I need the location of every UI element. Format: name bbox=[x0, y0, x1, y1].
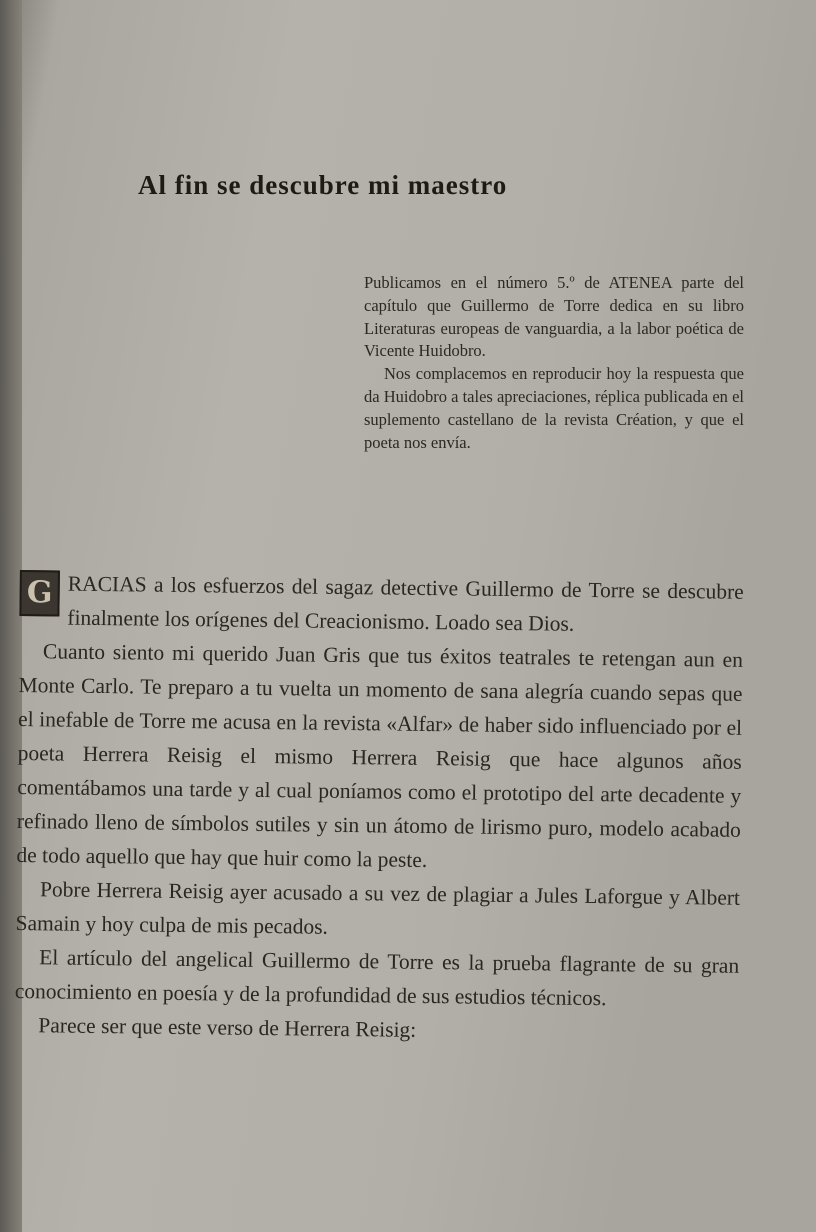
body-paragraph-2: Cuanto siento mi querido Juan Gris que tus éxitos teatrales te retengan aun en Monte Carlo. Te preparo a tu vuelta un momento de sana alegría cuando sepas que el inefable de Torre me acusa en la revista «Alfar» de haber sido influenciado por el poeta Herrera Reisig el mismo Herrera Reisig que hace algunos años comentábamos una tarde y al cual poníamos como el prototipo del arte decadente y refinado lleno de símbolos sutiles y sin un átomo de lirismo puro, modelo acabado de todo aquello que hay que huir como la peste. bbox=[16, 639, 744, 872]
editorial-note-paragraph-1: Publicamos en el número 5.º de ATENEA parte del capítulo que Guillermo de Torre dedica en su libro Literaturas europeas de vanguardia, a la labor poética de Vicente Huidobro. bbox=[364, 273, 744, 361]
body-paragraph-1 bbox=[19, 566, 744, 643]
body-paragraph-4: El artículo del angelical Guillermo de Torre es la prueba flagrante de su gran conocimiento en poesía y de la profundidad de sus estudios técnicos. bbox=[14, 945, 740, 1011]
editorial-note-paragraph-2: Nos complacemos en reproducir hoy la respuesta que da Huidobro a tales apreciaciones, réplica publicada en el suplemento castellano de la revista Création, y que el poeta nos envía. bbox=[364, 364, 744, 452]
editorial-note bbox=[364, 272, 744, 454]
body-paragraph-5: Parece ser que este verso de Herrera Reisig: bbox=[38, 1013, 417, 1042]
drop-cap-initial: G bbox=[19, 570, 60, 616]
article-body bbox=[14, 566, 744, 1051]
body-paragraph-1-text: RACIAS a los esfuerzos del sagaz detective Guillermo de Torre se descubre finalmente los orígenes del Creacionismo. Loado sea Dios. bbox=[67, 571, 744, 636]
body-paragraph-3: Pobre Herrera Reisig ayer acusado a su vez de plagiar a Jules Laforgue y Albert Samain y hoy culpa de mis pecados. bbox=[15, 877, 741, 939]
article-title: Al fin se descubre mi maestro bbox=[138, 170, 508, 200]
